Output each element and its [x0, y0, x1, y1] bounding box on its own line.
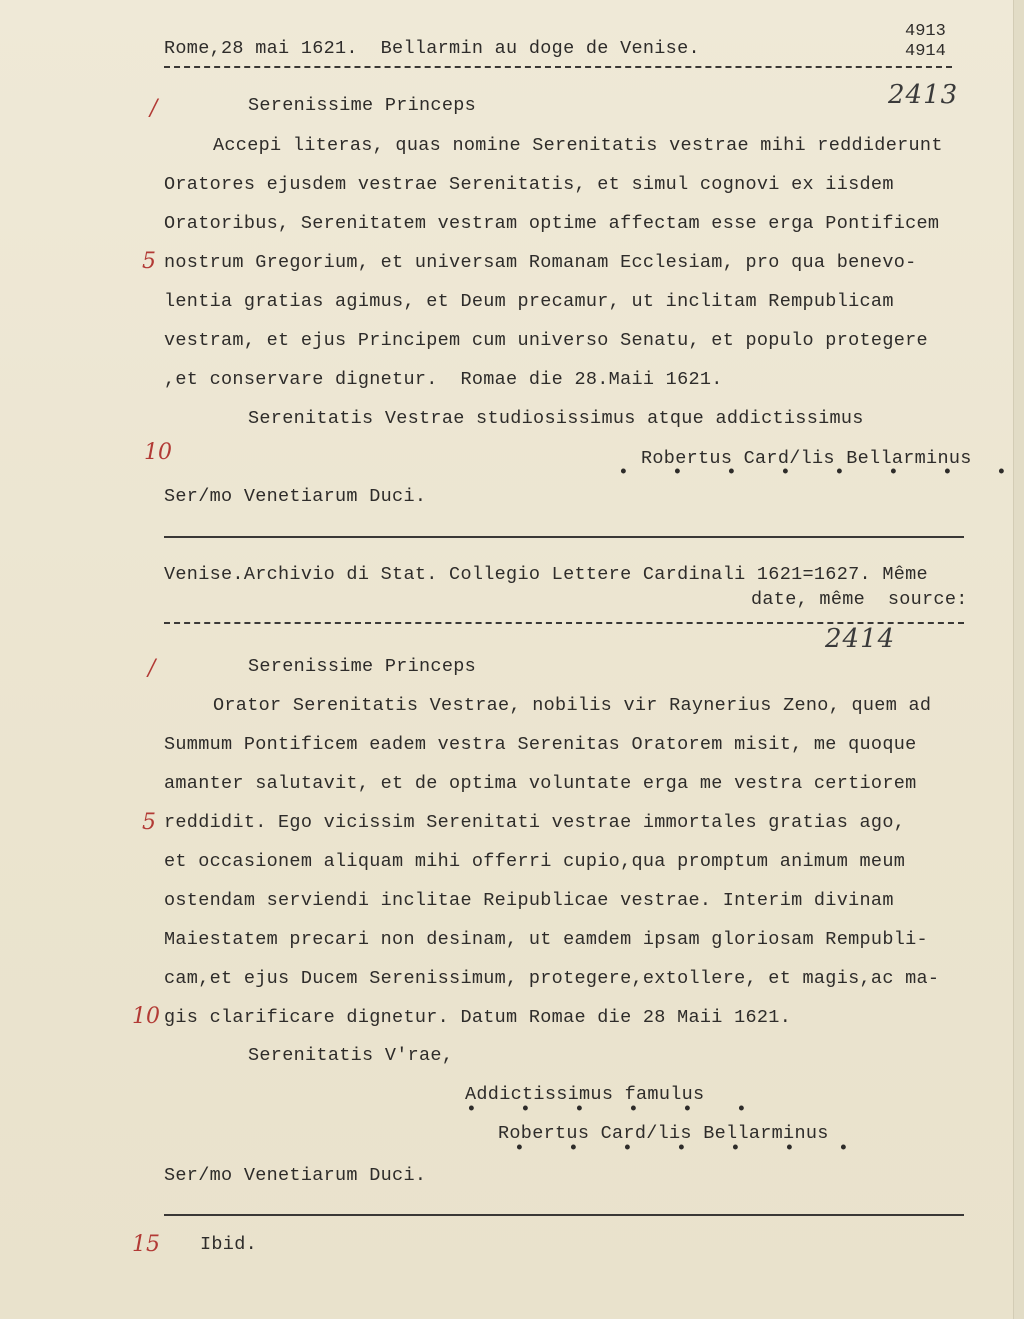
- margin-line-10: 10: [144, 440, 172, 465]
- letter2-closing-2: Addictissimus famulus: [465, 1084, 705, 1105]
- signature-underdots: • • • • • • • •: [618, 463, 1007, 483]
- letter1-salutation: Serenissime Princeps: [248, 95, 477, 116]
- closing-underdots: • • • • • •: [466, 1100, 747, 1120]
- section-rule: [164, 536, 964, 538]
- margin-line-10: 10: [132, 1004, 160, 1029]
- letter1-line: ,et conservare dignetur. Romae die 28.Maii 1621.: [164, 369, 723, 390]
- letter2-line: Summum Pontificem eadem vestra Serenitas Oratorem misit, me quoque: [164, 734, 917, 755]
- letter1-line: Accepi literas, quas nomine Serenitatis vestrae mihi reddiderunt: [213, 135, 943, 156]
- margin-line-5: 5: [142, 249, 156, 274]
- letter2-line: Maiestatem precari non desinam, ut eamdem ipsam gloriosam Rempubli-: [164, 929, 928, 950]
- letter2-line: amanter salutavit, et de optima voluntate erga me vestra certiorem: [164, 773, 917, 794]
- page-edge: [1013, 0, 1024, 1319]
- letter1-line: lentia gratias agimus, et Deum precamur, ut inclitam Rempublicam: [164, 291, 894, 312]
- letter1-line: vestram, et ejus Principem cum universo Senatu, et populo protegere: [164, 330, 928, 351]
- signature-underdots: • • • • • • •: [514, 1139, 849, 1159]
- letter2-ref-number: 2414: [825, 624, 896, 654]
- letter2-line: Orator Serenitatis Vestrae, nobilis vir Raynerius Zeno, quem ad: [213, 695, 932, 716]
- page-number-bottom: 4914: [905, 42, 946, 61]
- letter2-line: reddidit. Ego vicissim Serenitati vestrae immortales gratias ago,: [164, 812, 906, 833]
- letter1-line: nostrum Gregorium, et universam Romanam Ecclesiam, pro qua benevo-: [164, 252, 917, 273]
- margin-line-15: 15: [132, 1232, 160, 1257]
- letter2-line: gis clarificare dignetur. Datum Romae die 28 Maii 1621.: [164, 1007, 792, 1028]
- header-dashed-rule: [164, 66, 952, 68]
- letter1-address: Ser/mo Venetiarum Duci.: [164, 486, 427, 507]
- letter2-salutation: Serenissime Princeps: [248, 656, 477, 677]
- letter2-line: ostendam serviendi inclitae Reipublicae vestrae. Interim divinam: [164, 890, 894, 911]
- letter1-line: Oratores ejusdem vestrae Serenitatis, et simul cognovi ex iisdem: [164, 174, 894, 195]
- letter1-ref-number: 2413: [888, 80, 959, 110]
- letter2-closing: Serenitatis V'rae,: [248, 1045, 454, 1066]
- header-title: Rome,28 mai 1621. Bellarmin au doge de Venise.: [164, 38, 700, 59]
- footer-note: Ibid.: [200, 1234, 258, 1255]
- page-number-top: 4913: [905, 22, 946, 41]
- source-line-2: date, même source:: [751, 589, 968, 610]
- letter1-signature: Robertus Card/lis Bellarminus: [641, 448, 972, 469]
- source-line-1: Venise.Archivio di Stat. Collegio Lettere Cardinali 1621=1627. Même: [164, 564, 928, 585]
- letter2-line: et occasionem aliquam mihi offerri cupio,qua promptum animum meum: [164, 851, 906, 872]
- margin-line-5: 5: [142, 810, 156, 835]
- letter2-address: Ser/mo Venetiarum Duci.: [164, 1165, 427, 1186]
- letter1-line: Oratoribus, Serenitatem vestram optime affectam esse erga Pontificem: [164, 213, 940, 234]
- letter2-line: cam,et ejus Ducem Serenissimum, protegere,extollere, et magis,ac ma-: [164, 968, 940, 989]
- section-rule: [164, 1214, 964, 1216]
- letter1-closing: Serenitatis Vestrae studiosissimus atque addictissimus: [248, 408, 864, 429]
- letter2-signature: Robertus Card/lis Bellarminus: [498, 1123, 829, 1144]
- margin-line-1: /: [148, 656, 156, 681]
- margin-line-1: /: [150, 96, 158, 121]
